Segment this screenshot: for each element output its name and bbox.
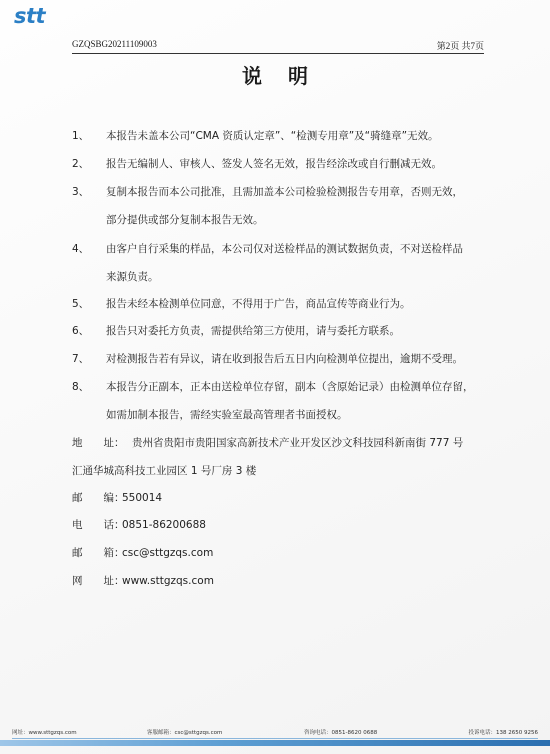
address-line-2: 汇通华城高科技工业园区 1 号厂房 3 楼 bbox=[72, 465, 257, 477]
address-label: 地 址： bbox=[72, 437, 125, 449]
footer-divider bbox=[12, 738, 538, 739]
footer-complaint-phone: 投诉电话：138 2650 9256 bbox=[468, 730, 538, 736]
item-text-cont: 如需加制本报告，需经实验室最高管理者书面授权。 bbox=[106, 409, 348, 421]
website-label: 网 址： bbox=[72, 575, 125, 587]
footer-color-band bbox=[0, 740, 550, 746]
item-number: 7、 bbox=[72, 353, 90, 365]
item-number: 4、 bbox=[72, 243, 90, 255]
address-row-cont bbox=[72, 464, 488, 478]
page-title: 说明 bbox=[242, 64, 334, 88]
item-text: 对检测报告若有异议，请在收到报告后五日内向检测单位提出，逾期不受理。 bbox=[106, 353, 463, 365]
logo-text: stt bbox=[14, 4, 46, 28]
postcode-value: 550014 bbox=[122, 492, 163, 504]
item-text: 复制本报告而本公司批准，且需加盖本公司检验检测报告专用章，否则无效， bbox=[106, 186, 463, 198]
item-number: 3、 bbox=[72, 186, 90, 198]
item-text: 本报告未盖本公司“CMA 资质认定章”、“检测专用章”及“骑缝章”无效。 bbox=[106, 130, 439, 142]
company-logo bbox=[14, 4, 60, 28]
item-text: 由客户自行采集的样品，本公司仅对送检样品的测试数据负责，不对送检样品 bbox=[106, 243, 463, 255]
notice-item-8 bbox=[72, 380, 488, 422]
address-line-1: 贵州省贵阳市贵阳国家高新技术产业开发区沙文科技园科新南街 777 号 bbox=[132, 437, 464, 449]
website-value: www.sttgzqs.com bbox=[122, 575, 214, 587]
footer-phone: 咨询电话：0851-8620 0688 bbox=[304, 730, 378, 736]
item-number: 8、 bbox=[72, 381, 90, 393]
item-number: 6、 bbox=[72, 325, 90, 337]
email-value: csc@sttgzqs.com bbox=[122, 547, 214, 559]
report-header bbox=[72, 39, 484, 54]
notice-item-4 bbox=[72, 242, 488, 284]
phone-label: 电 话： bbox=[72, 519, 125, 531]
item-text: 报告无编制人、审核人、签发人签名无效，报告经涂改或自行删减无效。 bbox=[106, 158, 442, 170]
postcode-label: 邮 编： bbox=[72, 492, 125, 504]
footer-website: 网址：www.sttgzqs.com bbox=[12, 730, 77, 736]
email-label: 邮 箱： bbox=[72, 547, 125, 559]
phone-value: 0851-86200688 bbox=[122, 519, 206, 531]
page-indicator: 第2页 共7页 bbox=[436, 41, 484, 51]
notice-item-3 bbox=[72, 185, 488, 227]
item-number: 1、 bbox=[72, 130, 90, 142]
item-text-cont: 来源负责。 bbox=[106, 271, 159, 283]
footer-service-email: 客服邮箱：csc@sttgzqs.com bbox=[147, 730, 223, 736]
item-text: 报告未经本检测单位同意，不得用于广告，商品宣传等商业行为。 bbox=[106, 298, 411, 310]
item-text-cont: 部分提供或部分复制本报告无效。 bbox=[106, 214, 264, 226]
item-number: 5、 bbox=[72, 298, 90, 310]
item-number: 2、 bbox=[72, 158, 90, 170]
item-text: 本报告分正副本，正本由送检单位存留，副本（含原始记录）由检测单位存留， bbox=[106, 381, 474, 393]
report-number: GZQSBG20211109003 bbox=[72, 39, 157, 49]
item-text: 报告只对委托方负责，需提供给第三方使用，请与委托方联系。 bbox=[106, 325, 400, 337]
